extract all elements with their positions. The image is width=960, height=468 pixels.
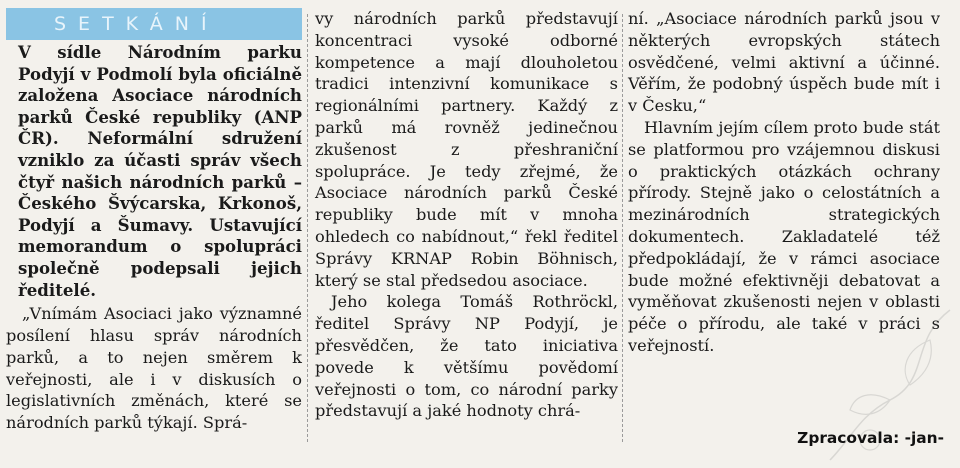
body-paragraph: Hlavním jejím cílem proto bude stát se platformou pro vzájemnou diskusi o praktických otázkách ochrany přírody. Stejně jako o celostátních a mezinárodních strategických dokumentech. Zakladatelé též předpokládají, že v rámci asociace bude možné efektivněji debatovat a vyměňovat zkušenosti nejen v oblasti péče o přírodu, ale také v práci s veřejností.	[628, 117, 940, 355]
column-3	[628, 8, 940, 357]
author-credit: Zpracovala: -jan-	[797, 429, 944, 447]
column-1	[6, 8, 302, 434]
body-paragraph: ní. „Asociace národních parků jsou v některých evropských státech osvědčené, velmi aktivní a účinné. Věřím, že podobný úspěch bude mít i v Česku,“	[628, 9, 940, 116]
body-paragraph: Jeho kolega Tomáš Rothröckl, ředitel Správy NP Podyjí, je přesvědčen, že tato iniciativa povede k většímu povědomí veřejnosti o tom, co národní parky představují a jaké hodnoty chrá-	[315, 292, 618, 421]
column-2	[315, 8, 618, 422]
body-paragraph: vy národních parků představují koncentraci vysoké odborné kompetence a mají dlouholetou tradici intenzivní komunikace s regionálními partnery. Každý z parků má rovněž jedinečnou zkušenost z přeshraniční spolupráce. Je tedy zřejmé, že Asociace národních parků České republiky bude mít v mnoha ohledech co nabídnout,“ řekl ředitel Správy KRNAP Robin Böhnisch, který se stal předsedou asociace.	[315, 9, 618, 290]
column-divider	[622, 14, 623, 442]
column-divider	[307, 14, 308, 442]
lead-paragraph: V sídle Národním parku Podyjí v Podmolí byla oficiálně založena Asociace národních parků České republiky (ANP ČR). Neformální sdružení vzniklo za účasti správ všech čtyř našich národních parků – Českého Švýcarska, Krkonoš, Podyjí a Šumavy. Ustavující memorandum o spolupráci společně podepsali jejich ředitelé.	[18, 42, 302, 300]
section-banner: SETKÁNÍ	[6, 8, 302, 40]
body-paragraph: „Vnímám Asociaci jako významné posílení hlasu správ národních parků, a to nejen směrem k veřejnosti, ale i v diskusích o legislativních změnách, které se národních parků týkají. Sprá-	[6, 304, 302, 433]
